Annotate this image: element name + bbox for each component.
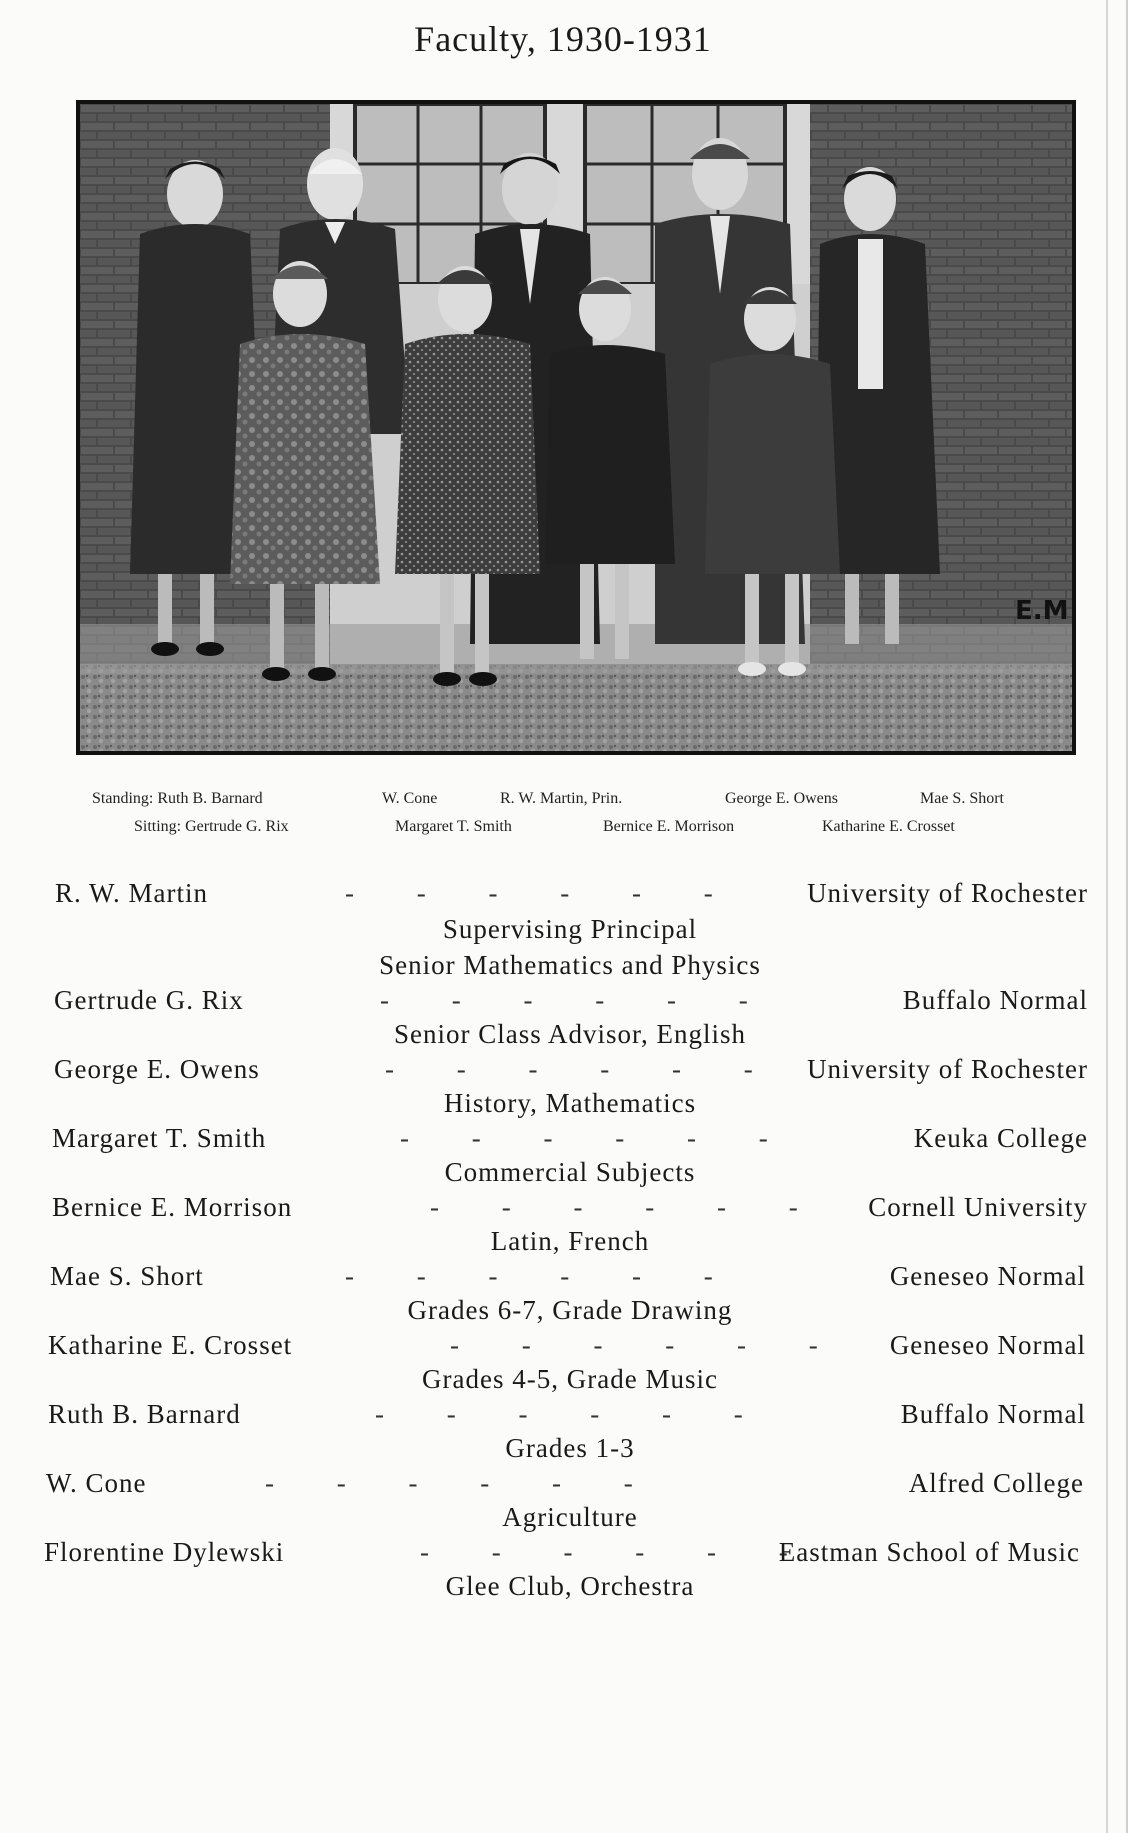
faculty-school: University of Rochester: [807, 878, 1088, 908]
faculty-name: George E. Owens: [54, 1054, 260, 1084]
leader-dashes: - - - - - -: [265, 1468, 661, 1498]
roster-entry: [0, 1054, 1128, 1124]
faculty-school: Geneseo Normal: [889, 1330, 1086, 1360]
roster-entry: [0, 985, 1128, 1055]
faculty-photo-illustration: [80, 104, 1072, 751]
faculty-name: Ruth B. Barnard: [48, 1399, 241, 1429]
photo-corner-initials: E.M: [1015, 596, 1069, 626]
caption-sitting-3: Bernice E. Morrison: [603, 818, 735, 835]
roster-entry: [0, 1468, 1128, 1538]
leader-dashes: - - - - - -: [420, 1537, 816, 1567]
caption-sitting-2: Margaret T. Smith: [395, 818, 512, 835]
roster-entry: [0, 878, 1128, 980]
caption-standing-4: George E. Owens: [725, 790, 839, 807]
faculty-name: Katharine E. Crosset: [48, 1330, 293, 1360]
faculty-role: Agriculture: [502, 1502, 638, 1532]
faculty-group-photo: [76, 100, 1076, 755]
faculty-role: Grades 1-3: [505, 1433, 635, 1463]
roster-entry: [0, 1192, 1128, 1262]
leader-dashes: - - - - - -: [380, 985, 776, 1015]
faculty-role: Senior Class Advisor, English: [394, 1019, 746, 1049]
caption-standing-2: W. Cone: [382, 790, 438, 807]
faculty-role: Glee Club, Orchestra: [445, 1571, 695, 1601]
faculty-name: R. W. Martin: [55, 878, 209, 908]
roster-entry: [0, 1261, 1128, 1331]
faculty-name: W. Cone: [46, 1468, 147, 1498]
caption-standing-3: R. W. Martin, Prin.: [500, 790, 623, 807]
faculty-school: Keuka College: [913, 1123, 1088, 1153]
roster-entry: [0, 1537, 1128, 1607]
faculty-school: Buffalo Normal: [902, 985, 1088, 1015]
faculty-role: Commercial Subjects: [444, 1157, 696, 1187]
faculty-school: Alfred College: [908, 1468, 1084, 1498]
leader-dashes: - - - - - -: [400, 1123, 796, 1153]
caption-sitting-4: Katharine E. Crosset: [822, 818, 955, 835]
roster-entry: [0, 1330, 1128, 1400]
faculty-name: Mae S. Short: [50, 1261, 204, 1291]
faculty-role-secondary: Senior Mathematics and Physics: [379, 950, 761, 980]
faculty-role: History, Mathematics: [443, 1088, 697, 1118]
faculty-school: University of Rochester: [807, 1054, 1088, 1084]
faculty-role: Grades 4-5, Grade Music: [422, 1364, 718, 1394]
leader-dashes: - - - - - -: [375, 1399, 771, 1429]
faculty-name: Gertrude G. Rix: [54, 985, 244, 1015]
faculty-role: Grades 6-7, Grade Drawing: [407, 1295, 733, 1325]
leader-dashes: - - - - - -: [450, 1330, 846, 1360]
faculty-role: Supervising Principal: [442, 914, 698, 944]
faculty-school: Buffalo Normal: [900, 1399, 1086, 1429]
roster-entry: [0, 1123, 1128, 1193]
caption-standing-5: Mae S. Short: [920, 790, 1004, 807]
faculty-name: Florentine Dylewski: [44, 1537, 285, 1567]
leader-dashes: - - - - - -: [345, 1261, 741, 1291]
faculty-role: Latin, French: [490, 1226, 650, 1256]
faculty-school: Geneseo Normal: [889, 1261, 1086, 1291]
faculty-name: Bernice E. Morrison: [52, 1192, 293, 1222]
roster-entry: [0, 1399, 1128, 1469]
leader-dashes: - - - - - -: [430, 1192, 826, 1222]
faculty-name: Margaret T. Smith: [52, 1123, 267, 1153]
faculty-school: Cornell University: [868, 1192, 1088, 1222]
page-title: Faculty, 1930-1931: [414, 19, 712, 59]
faculty-school: Eastman School of Music: [778, 1537, 1080, 1567]
leader-dashes: - - - - - -: [385, 1054, 781, 1084]
leader-dashes: - - - - - -: [345, 878, 741, 908]
caption-standing-1: Standing: Ruth B. Barnard: [92, 790, 263, 807]
caption-sitting-1: Sitting: Gertrude G. Rix: [134, 818, 289, 835]
